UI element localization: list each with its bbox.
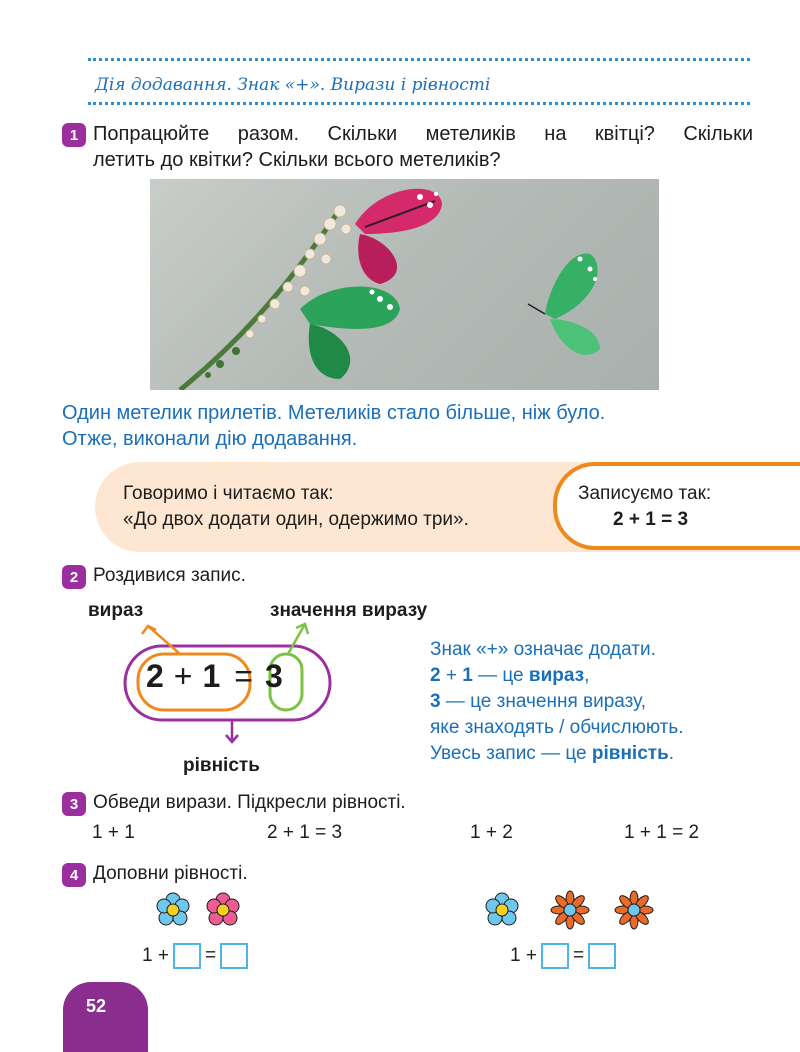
eq-right: 1 bbox=[202, 658, 221, 694]
note-line5 bbox=[430, 741, 684, 767]
note-line5-pre: Увесь запис — це bbox=[430, 743, 592, 764]
note-comma: , bbox=[584, 665, 590, 686]
answer-blank[interactable] bbox=[173, 943, 201, 969]
task4-equation-2 bbox=[510, 943, 616, 969]
speech-line2: «До двох додати один, одержимо три». bbox=[123, 509, 469, 530]
speech-line1: Говоримо і читаємо так: bbox=[123, 483, 334, 504]
task-number-1: 1 bbox=[62, 123, 86, 147]
task3-item[interactable]: 1 + 1 = 2 bbox=[624, 822, 700, 843]
note-bold-3: 3 bbox=[430, 691, 441, 712]
task3-item[interactable]: 1 + 2 bbox=[470, 822, 513, 843]
note-line3 bbox=[430, 689, 684, 715]
note-line2 bbox=[430, 663, 684, 689]
write-label: Записуємо так: bbox=[578, 483, 712, 504]
eq-result: 3 bbox=[264, 658, 283, 694]
write-equation: 2 + 1 = 3 bbox=[613, 509, 689, 530]
page-number: 52 bbox=[86, 996, 107, 1016]
big-equation bbox=[146, 658, 283, 695]
task1-text-line2: летить до квітки? Скільки всього метеликів? bbox=[93, 149, 501, 171]
note-bold-equality: рівність bbox=[591, 743, 669, 764]
eq1-prefix: 1 + bbox=[142, 945, 169, 966]
flower-icon bbox=[157, 893, 189, 925]
page-number-tab bbox=[63, 982, 148, 1052]
flowers-group-1 bbox=[155, 890, 245, 930]
header-bottom-divider bbox=[88, 102, 750, 105]
explanation-line1: Один метелик прилетів. Метеликів стало більше, ніж було. bbox=[62, 402, 606, 424]
note-line4: яке знаходять / обчислюють. bbox=[430, 717, 684, 738]
butterflies-photo bbox=[150, 179, 659, 390]
eq-plus: + bbox=[173, 658, 193, 694]
task4-equation-1 bbox=[142, 943, 248, 969]
note-rest: — це bbox=[472, 665, 529, 686]
eq-left: 2 bbox=[146, 658, 164, 694]
label-value: значення виразу bbox=[270, 600, 428, 621]
flower-icon bbox=[207, 893, 239, 925]
task2-text: Роздивися запис. bbox=[93, 565, 246, 586]
flower-icon bbox=[551, 891, 589, 929]
label-equality: рівність bbox=[183, 755, 260, 776]
eq-equals: = bbox=[234, 658, 253, 694]
task3-item[interactable]: 1 + 1 bbox=[92, 822, 135, 843]
task2-notes bbox=[430, 637, 684, 767]
flower-icon bbox=[615, 891, 653, 929]
eq1-equals: = bbox=[204, 945, 217, 966]
answer-blank[interactable] bbox=[588, 943, 616, 969]
note-bold-2: 2 bbox=[430, 665, 441, 686]
note-period: . bbox=[668, 743, 675, 764]
section-title: Дія додавання. Знак «+». Вирази і рівності bbox=[95, 75, 491, 95]
task3-text: Обведи вирази. Підкресли рівності. bbox=[93, 792, 406, 813]
explanation-line2: Отже, виконали дію додавання. bbox=[62, 428, 358, 450]
note-bold-1: 1 bbox=[462, 665, 473, 686]
note-line3-rest: — це значення виразу, bbox=[440, 691, 647, 712]
label-expression: вираз bbox=[88, 600, 144, 621]
eq2-equals: = bbox=[572, 945, 585, 966]
task1-text-line1: Попрацюйте разом. Скільки метеликів на квітці? Скільки bbox=[93, 123, 753, 145]
note-bold-expression: вираз bbox=[528, 665, 585, 686]
answer-blank[interactable] bbox=[541, 943, 569, 969]
flower-icon bbox=[486, 893, 518, 925]
flowers-group-2 bbox=[482, 890, 662, 930]
butterflies-illustration bbox=[150, 179, 659, 390]
note-plus: + bbox=[440, 665, 463, 686]
task3-item[interactable]: 2 + 1 = 3 bbox=[267, 822, 343, 843]
task4-text: Доповни рівності. bbox=[93, 863, 248, 884]
note-line1: Знак «+» означає додати. bbox=[430, 639, 656, 660]
task-number-4: 4 bbox=[62, 863, 86, 887]
task-number-2: 2 bbox=[62, 565, 86, 589]
header-top-divider bbox=[88, 58, 750, 61]
answer-blank[interactable] bbox=[220, 943, 248, 969]
task-number-3: 3 bbox=[62, 792, 86, 816]
eq2-prefix: 1 + bbox=[510, 945, 537, 966]
